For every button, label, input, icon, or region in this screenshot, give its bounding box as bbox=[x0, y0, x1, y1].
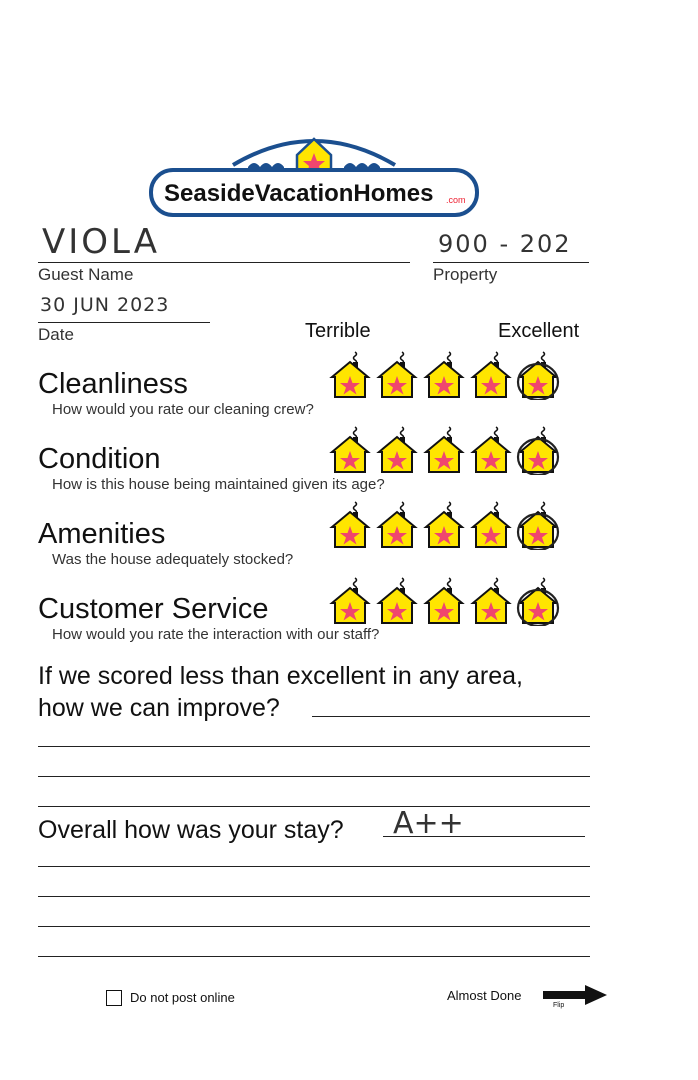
seaside-logo bbox=[148, 125, 480, 220]
overall-answer-line[interactable] bbox=[38, 896, 590, 897]
improve-question-line1: If we scored less than excellent in any area, bbox=[38, 662, 523, 690]
category-title: Customer Service bbox=[38, 593, 269, 625]
almost-done-label: Almost Done bbox=[447, 988, 522, 1003]
property-line bbox=[433, 262, 589, 263]
house-star-icon[interactable] bbox=[422, 500, 466, 550]
category-question: Was the house adequately stocked? bbox=[52, 551, 294, 568]
scale-low-label: Terrible bbox=[305, 320, 371, 342]
guest-name-line bbox=[38, 262, 410, 263]
category-question: How would you rate the interaction with our staff? bbox=[52, 626, 380, 643]
category-title: Amenities bbox=[38, 518, 166, 550]
house-star-icon[interactable] bbox=[516, 576, 560, 626]
house-star-icon[interactable] bbox=[328, 350, 372, 400]
house-star-icon[interactable] bbox=[375, 350, 419, 400]
house-star-icon[interactable] bbox=[422, 576, 466, 626]
overall-answer-line[interactable] bbox=[383, 836, 585, 837]
improve-answer-line[interactable] bbox=[312, 716, 590, 717]
property-value: 900 - 202 bbox=[438, 230, 572, 258]
overall-question: Overall how was your stay? bbox=[38, 816, 344, 844]
guest-name-value: VIOLA bbox=[42, 222, 161, 262]
house-star-icon[interactable] bbox=[469, 350, 513, 400]
improve-answer-line[interactable] bbox=[38, 746, 590, 747]
house-star-icon[interactable] bbox=[516, 350, 560, 400]
improve-answer-line[interactable] bbox=[38, 776, 590, 777]
category-question: How would you rate our cleaning crew? bbox=[52, 401, 314, 418]
property-label: Property bbox=[433, 265, 498, 284]
flip-label: Flip bbox=[553, 1002, 565, 1009]
house-star-icon[interactable] bbox=[469, 500, 513, 550]
improve-answer-line[interactable] bbox=[38, 806, 590, 807]
overall-answer-line[interactable] bbox=[38, 866, 590, 867]
category-title: Cleanliness bbox=[38, 368, 188, 400]
house-star-icon[interactable] bbox=[422, 350, 466, 400]
house-star-icon[interactable] bbox=[328, 500, 372, 550]
rating-row[interactable] bbox=[328, 576, 568, 626]
category-question: How is this house being maintained given its age? bbox=[52, 476, 385, 493]
overall-answer: A++ bbox=[393, 806, 464, 841]
house-star-icon[interactable] bbox=[469, 425, 513, 475]
category-title: Condition bbox=[38, 443, 161, 475]
house-star-icon[interactable] bbox=[469, 576, 513, 626]
rating-row[interactable] bbox=[328, 500, 568, 550]
logo-text: SeasideVacationHomes bbox=[164, 180, 434, 207]
house-star-icon[interactable] bbox=[328, 425, 372, 475]
scale-high-label: Excellent bbox=[498, 320, 580, 342]
house-star-icon[interactable] bbox=[516, 500, 560, 550]
do-not-post-label: Do not post online bbox=[130, 990, 235, 1005]
house-star-icon[interactable] bbox=[375, 425, 419, 475]
date-line bbox=[38, 322, 210, 323]
improve-question-line2: how we can improve? bbox=[38, 694, 280, 722]
overall-answer-line[interactable] bbox=[38, 956, 590, 957]
rating-row[interactable] bbox=[328, 350, 568, 400]
do-not-post-checkbox[interactable] bbox=[106, 990, 122, 1006]
house-star-icon[interactable] bbox=[375, 500, 419, 550]
house-star-icon[interactable] bbox=[328, 576, 372, 626]
house-star-icon[interactable] bbox=[516, 425, 560, 475]
rating-row[interactable] bbox=[328, 425, 568, 475]
house-star-icon[interactable] bbox=[422, 425, 466, 475]
house-star-icon[interactable] bbox=[375, 576, 419, 626]
guest-name-label: Guest Name bbox=[38, 265, 134, 284]
logo-suffix: .com bbox=[446, 195, 466, 205]
overall-answer-line[interactable] bbox=[38, 926, 590, 927]
date-value: 30 JUN 2023 bbox=[40, 294, 170, 316]
date-label: Date bbox=[38, 325, 74, 344]
